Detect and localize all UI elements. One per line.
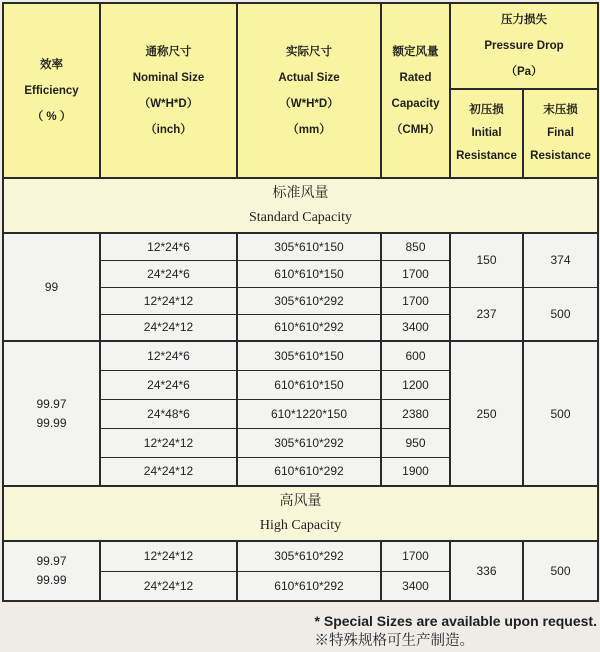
pressure-drop-en: Pressure Drop	[484, 40, 564, 52]
cell-actual: 610*610*292	[237, 314, 381, 341]
cell-nominal: 12*24*12	[100, 287, 237, 314]
cell-efficiency	[3, 341, 100, 486]
cell-nominal: 24*24*12	[100, 571, 237, 601]
final-resistance-en1: Final	[547, 127, 574, 139]
cell-nominal: 12*24*6	[100, 233, 237, 260]
efficiency-cn: 效率	[40, 58, 63, 71]
cell-nominal: 12*24*6	[100, 341, 237, 370]
cell-nominal: 12*24*12	[100, 541, 237, 571]
table-row	[3, 233, 598, 260]
cell-actual: 610*610*292	[237, 457, 381, 486]
cell-capacity: 850	[381, 233, 450, 260]
cell-nominal: 24*24*6	[100, 260, 237, 287]
cell-efficiency	[3, 541, 100, 601]
efficiency-en: Efficiency	[24, 84, 79, 97]
band-high-en: High Capacity	[259, 517, 342, 533]
cell-actual: 305*610*150	[237, 233, 381, 260]
efficiency-unit: （ % ）	[31, 110, 72, 123]
actual-size-dims: （W*H*D）	[279, 97, 339, 110]
cell-capacity: 600	[381, 341, 450, 370]
cell-actual: 305*610*292	[237, 541, 381, 571]
cell-actual: 610*610*150	[237, 370, 381, 399]
cell-capacity: 1700	[381, 541, 450, 571]
cell-nominal: 24*24*12	[100, 314, 237, 341]
cell-actual: 305*610*292	[237, 428, 381, 457]
cell-capacity: 950	[381, 428, 450, 457]
table-row	[3, 341, 598, 370]
nominal-size-dims: （W*H*D）	[138, 97, 199, 110]
pressure-drop-unit: （Pa）	[505, 66, 543, 78]
band-standard-capacity	[3, 178, 598, 233]
col-header-rated-capacity	[381, 3, 450, 178]
cell-capacity: 1700	[381, 287, 450, 314]
band-high-cn: 高风量	[279, 493, 322, 509]
cell-capacity: 3400	[381, 314, 450, 341]
cell-capacity: 1900	[381, 457, 450, 486]
band-standard-en: Standard Capacity	[248, 209, 353, 225]
band-standard-cn: 标准风量	[272, 185, 329, 201]
section-band-standard	[3, 178, 598, 233]
actual-size-en: Actual Size	[278, 71, 340, 84]
cell-final-resistance: 374	[523, 233, 598, 287]
footnote	[315, 611, 597, 652]
col-header-nominal-size	[100, 3, 237, 178]
nominal-size-cn: 通称尺寸	[145, 45, 192, 58]
initial-resistance-cn: 初压损	[469, 104, 504, 116]
col-header-actual-size	[237, 3, 381, 178]
cell-capacity: 2380	[381, 399, 450, 428]
initial-resistance-en2: Resistance	[456, 150, 517, 162]
efficiency-value: 99.99	[36, 415, 67, 430]
rated-capacity-cn: 额定风量	[392, 45, 439, 58]
cell-actual: 610*610*150	[237, 260, 381, 287]
cell-actual: 305*610*150	[237, 341, 381, 370]
header-row-1	[3, 3, 598, 89]
footnote-special-sizes-en: * Special Sizes are available upon request.	[314, 613, 597, 629]
actual-size-cn: 实际尺寸	[286, 45, 332, 58]
efficiency-value: 99.97	[36, 396, 67, 411]
cell-final-resistance: 500	[523, 341, 598, 486]
section-band-high	[3, 486, 598, 541]
cell-actual: 610*610*292	[237, 571, 381, 601]
efficiency-value: 99	[44, 279, 59, 294]
cell-initial-resistance: 150	[450, 233, 523, 287]
table-row	[3, 541, 598, 571]
rated-capacity-en1: Rated	[399, 71, 432, 84]
actual-size-unit: （mm）	[287, 123, 331, 136]
footnote-special-sizes-cn: ※特殊规格可生产制造。	[314, 633, 475, 649]
col-header-final-resistance	[523, 89, 598, 178]
cell-actual: 610*1220*150	[237, 399, 381, 428]
rated-capacity-en2: Capacity	[391, 97, 440, 110]
band-high-capacity	[3, 486, 598, 541]
nominal-size-en: Nominal Size	[132, 71, 205, 84]
efficiency-value: 99.99	[36, 573, 67, 587]
cell-nominal: 24*24*12	[100, 457, 237, 486]
initial-resistance-en1: Initial	[471, 127, 502, 139]
cell-initial-resistance: 336	[450, 541, 523, 601]
cell-initial-resistance: 237	[450, 287, 523, 341]
cell-final-resistance: 500	[523, 541, 598, 601]
col-header-pressure-drop	[450, 3, 598, 89]
cell-nominal: 24*48*6	[100, 399, 237, 428]
efficiency-value: 99.97	[36, 554, 67, 568]
cell-initial-resistance: 250	[450, 341, 523, 486]
cell-efficiency	[3, 233, 100, 341]
cell-nominal: 24*24*6	[100, 370, 237, 399]
pressure-drop-cn: 压力损失	[501, 14, 547, 26]
cell-capacity: 1700	[381, 260, 450, 287]
spec-table	[2, 2, 599, 602]
final-resistance-cn: 末压损	[543, 104, 578, 116]
cell-capacity: 1200	[381, 370, 450, 399]
col-header-initial-resistance	[450, 89, 523, 178]
rated-capacity-unit: （CMH）	[390, 123, 441, 136]
cell-actual: 305*610*292	[237, 287, 381, 314]
cell-nominal: 12*24*12	[100, 428, 237, 457]
cell-capacity: 3400	[381, 571, 450, 601]
nominal-size-unit: （inch）	[145, 123, 192, 136]
cell-final-resistance: 500	[523, 287, 598, 341]
col-header-efficiency	[3, 3, 100, 178]
final-resistance-en2: Resistance	[530, 150, 591, 162]
